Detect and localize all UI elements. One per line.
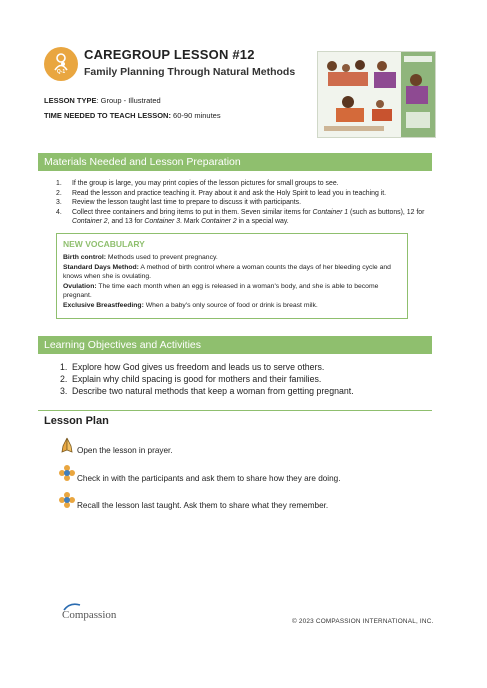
list-item: 2. Read the lesson and practice teaching it. Pray about it and ask the Holy Spirit to lead you in teaching it.	[56, 189, 387, 197]
lesson-time-value: 60-90 minutes	[170, 111, 221, 120]
list-item: 3. Describe two natural methods that keep a woman from getting pregnant.	[60, 386, 354, 396]
mother-child-icon	[44, 47, 78, 81]
lesson-illustration-thumbnail	[317, 51, 436, 138]
lesson-time-label: TIME NEEDED TO TEACH LESSON:	[44, 111, 171, 120]
lesson-plan-step: Open the lesson in prayer.	[77, 446, 173, 455]
logo-code: Q-1	[56, 69, 66, 75]
list-item: 1. Explore how God gives us freedom and leads us to serve others.	[60, 362, 325, 372]
objectives-section-heading: Learning Objectives and Activities	[38, 336, 432, 354]
logo-swoosh-icon	[62, 602, 82, 612]
vocabulary-entry: Exclusive Breastfeeding: When a baby's only source of food or drink is breast milk.	[63, 301, 318, 309]
list-item: 1. If the group is large, you may print copies of the lesson pictures for small groups to see.	[56, 180, 339, 187]
lesson-plan-heading: Lesson Plan	[44, 415, 109, 427]
materials-list	[56, 179, 426, 227]
copyright-notice: © 2023 COMPASSION INTERNATIONAL, INC.	[292, 618, 434, 625]
page-title: CAREGROUP LESSON #12	[84, 47, 255, 62]
lesson-type	[44, 96, 161, 105]
lesson-plan-step: Check in with the participants and ask them to share how they are doing.	[77, 474, 341, 483]
compassion-logo	[62, 609, 116, 621]
vocabulary-box	[56, 233, 408, 319]
vocabulary-title: NEW VOCABULARY	[63, 239, 145, 249]
flower-icon	[58, 464, 76, 482]
vocabulary-entry: Ovulation: The time each month when an egg is released in a woman's body, and she is able to become pregnant.	[63, 282, 379, 300]
illustration-image	[318, 52, 435, 137]
compassion-logo-text: Compassion	[62, 609, 117, 621]
vocabulary-entry: Birth control: Methods used to prevent pregnancy.	[63, 254, 218, 261]
objectives-list	[60, 361, 430, 397]
list-item: 3. Review the lesson taught last time to prepare to discuss it with participants.	[56, 199, 302, 207]
list-item: 2. Explain why child spacing is good for mothers and their families.	[60, 374, 322, 384]
lesson-plan-step: Recall the lesson last taught. Ask them to share what they remember.	[77, 501, 329, 510]
list-item: 4. Collect three containers and bring items to put in them. Seven similar items for Container 1 (such as buttons), 12 for Container 2, and 13 for Container 3. Mark Container 2 in a special way.	[56, 208, 425, 226]
lesson-time	[44, 111, 221, 120]
lesson-logo	[44, 47, 78, 81]
lesson-type-value: : Group - Illustrated	[96, 96, 161, 105]
page-subtitle: Family Planning Through Natural Methods	[84, 66, 296, 78]
vocabulary-entry: Standard Days Method: A method of birth control where a woman counts the days of her bleeding cycle and knows when she is ovulating.	[63, 263, 391, 281]
lesson-type-label: LESSON TYPE	[44, 96, 97, 105]
materials-section-heading: Materials Needed and Lesson Preparation	[38, 153, 432, 171]
praying-hands-icon	[58, 436, 76, 454]
flower-icon	[58, 491, 76, 509]
